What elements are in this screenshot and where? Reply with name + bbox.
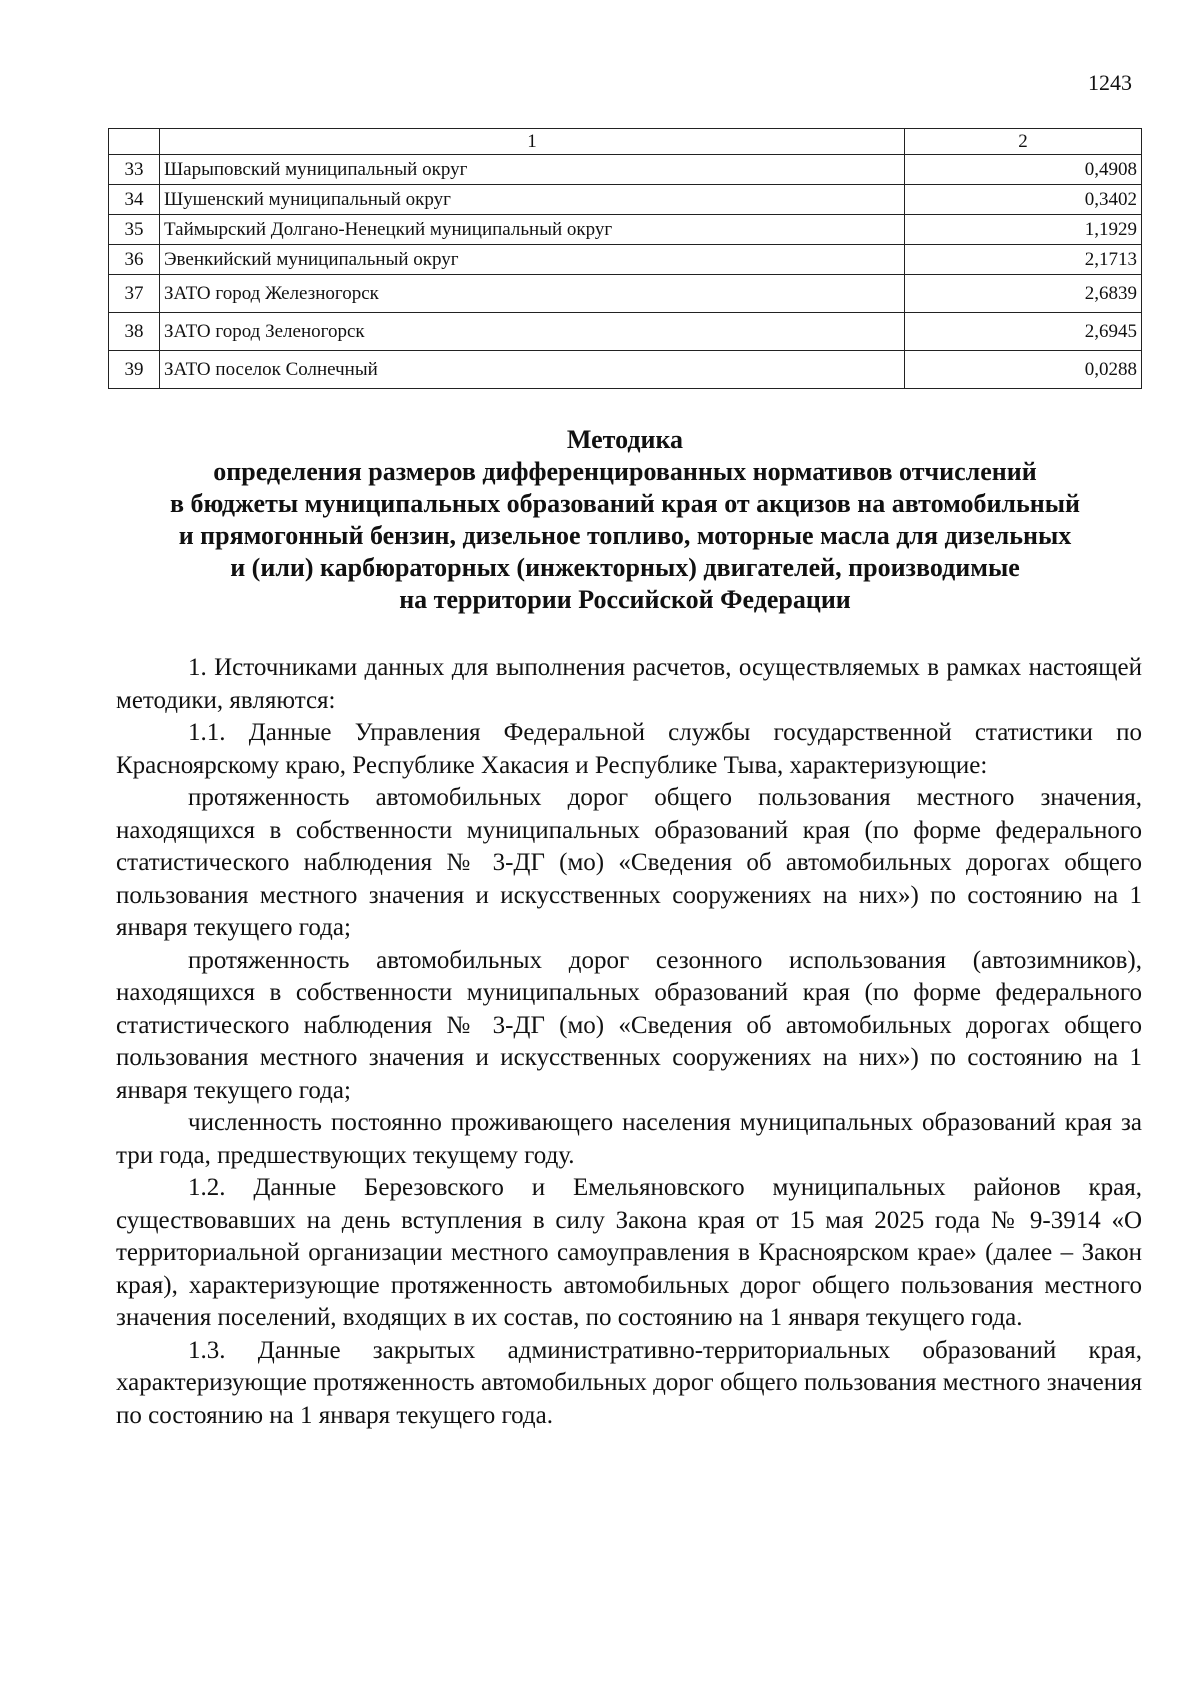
table-row — [109, 245, 1142, 275]
paragraph-road-length: протяженность автомобильных дорог общего пользования местного значения, находящихся в собственности муниципальных образований края (по форме федерального статистического наблюдения № 3-ДГ (мо) «Сведения об автомобильных дорогах общего пользования местного значения и искусственных сооружениях на них») по состоянию на 1 января текущего года; — [116, 784, 1142, 941]
coefficient-table — [108, 128, 1142, 389]
table-row — [109, 185, 1142, 215]
table-row — [109, 215, 1142, 245]
table-header-row — [109, 129, 1142, 155]
row-number: 34 — [109, 185, 160, 215]
table-row — [109, 351, 1142, 389]
row-number: 33 — [109, 155, 160, 185]
title-line: определения размеров дифференцированных нормативов отчислений — [213, 457, 1037, 486]
paragraph-1-1: 1.1. Данные Управления Федеральной службы государственной статистики по Красноярскому краю, Республике Хакасия и Республике Тыва, характеризующие: — [116, 719, 1142, 779]
row-number: 36 — [109, 245, 160, 275]
methodology-body — [116, 652, 1142, 1432]
table-row — [109, 313, 1142, 351]
title-line: Методика — [566, 425, 684, 454]
municipality-name: ЗАТО город Зеленогорск — [160, 313, 905, 351]
header-cell-1: 1 — [160, 129, 905, 155]
coefficient-value: 0,0288 — [905, 351, 1142, 389]
row-number: 37 — [109, 275, 160, 313]
municipality-name: Шарыповский муниципальный округ — [160, 155, 905, 185]
paragraph-winter-roads: протяженность автомобильных дорог сезонного использования (автозимников), находящихся в собственности муниципальных образований края (по форме федерального статистического наблюдения № 3-ДГ (мо) «Сведения об автомобильных дорогах общего пользования местного значения и искусственных сооружениях на них») по состоянию на 1 января текущего года; — [116, 946, 1142, 1104]
title-line: в бюджеты муниципальных образований края от акцизов на автомобильный — [169, 489, 1081, 518]
paragraph-1-2: 1.2. Данные Березовского и Емельяновского муниципальных районов края, существовавших на день вступления в силу Закона края от 15 мая 2025 года № 9-3914 «О территориальной организации местного самоуправления в Красноярском крае» (далее – Закон края), характеризующие протяженность автомобильных дорог общего пользования местного значения поселений, входящих в их состав, по состоянию на 1 января текущего года. — [116, 1174, 1142, 1331]
coefficient-value: 2,6945 — [905, 313, 1142, 351]
coefficient-value: 0,4908 — [905, 155, 1142, 185]
table-row — [109, 155, 1142, 185]
municipality-name: ЗАТО поселок Солнечный — [160, 351, 905, 389]
row-number: 35 — [109, 215, 160, 245]
coefficient-value: 2,6839 — [905, 275, 1142, 313]
title-line: и прямогонный бензин, дизельное топливо, моторные масла для дизельных — [178, 521, 1072, 550]
municipality-name: Шушенский муниципальный округ — [160, 185, 905, 215]
coefficient-value: 2,1713 — [905, 245, 1142, 275]
methodology-title — [108, 424, 1142, 616]
header-cell-num — [109, 129, 160, 155]
paragraph-1-3: 1.3. Данные закрытых административно-территориальных образований края, характеризующие протяженность автомобильных дорог общего пользования местного значения по состоянию на 1 января текущего года. — [116, 1336, 1142, 1429]
title-line: и (или) карбюраторных (инжекторных) двигателей, производимые — [230, 553, 1020, 582]
paragraph-population: численность постоянно проживающего населения муниципальных образований края за три года, предшествующих текущему году. — [116, 1109, 1142, 1169]
table-row — [109, 275, 1142, 313]
coefficient-value: 0,3402 — [905, 185, 1142, 215]
header-cell-2: 2 — [905, 129, 1142, 155]
coefficient-value: 1,1929 — [905, 215, 1142, 245]
municipality-name: Таймырский Долгано-Ненецкий муниципальный округ — [160, 215, 905, 245]
row-number: 38 — [109, 313, 160, 351]
paragraph-1: 1. Источниками данных для выполнения расчетов, осуществляемых в рамках настоящей методики, являются: — [116, 654, 1142, 714]
page-number: 1243 — [1088, 70, 1132, 95]
municipality-name: Эвенкийский муниципальный округ — [160, 245, 905, 275]
row-number: 39 — [109, 351, 160, 389]
municipality-name: ЗАТО город Железногорск — [160, 275, 905, 313]
title-line: на территории Российской Федерации — [399, 585, 851, 614]
